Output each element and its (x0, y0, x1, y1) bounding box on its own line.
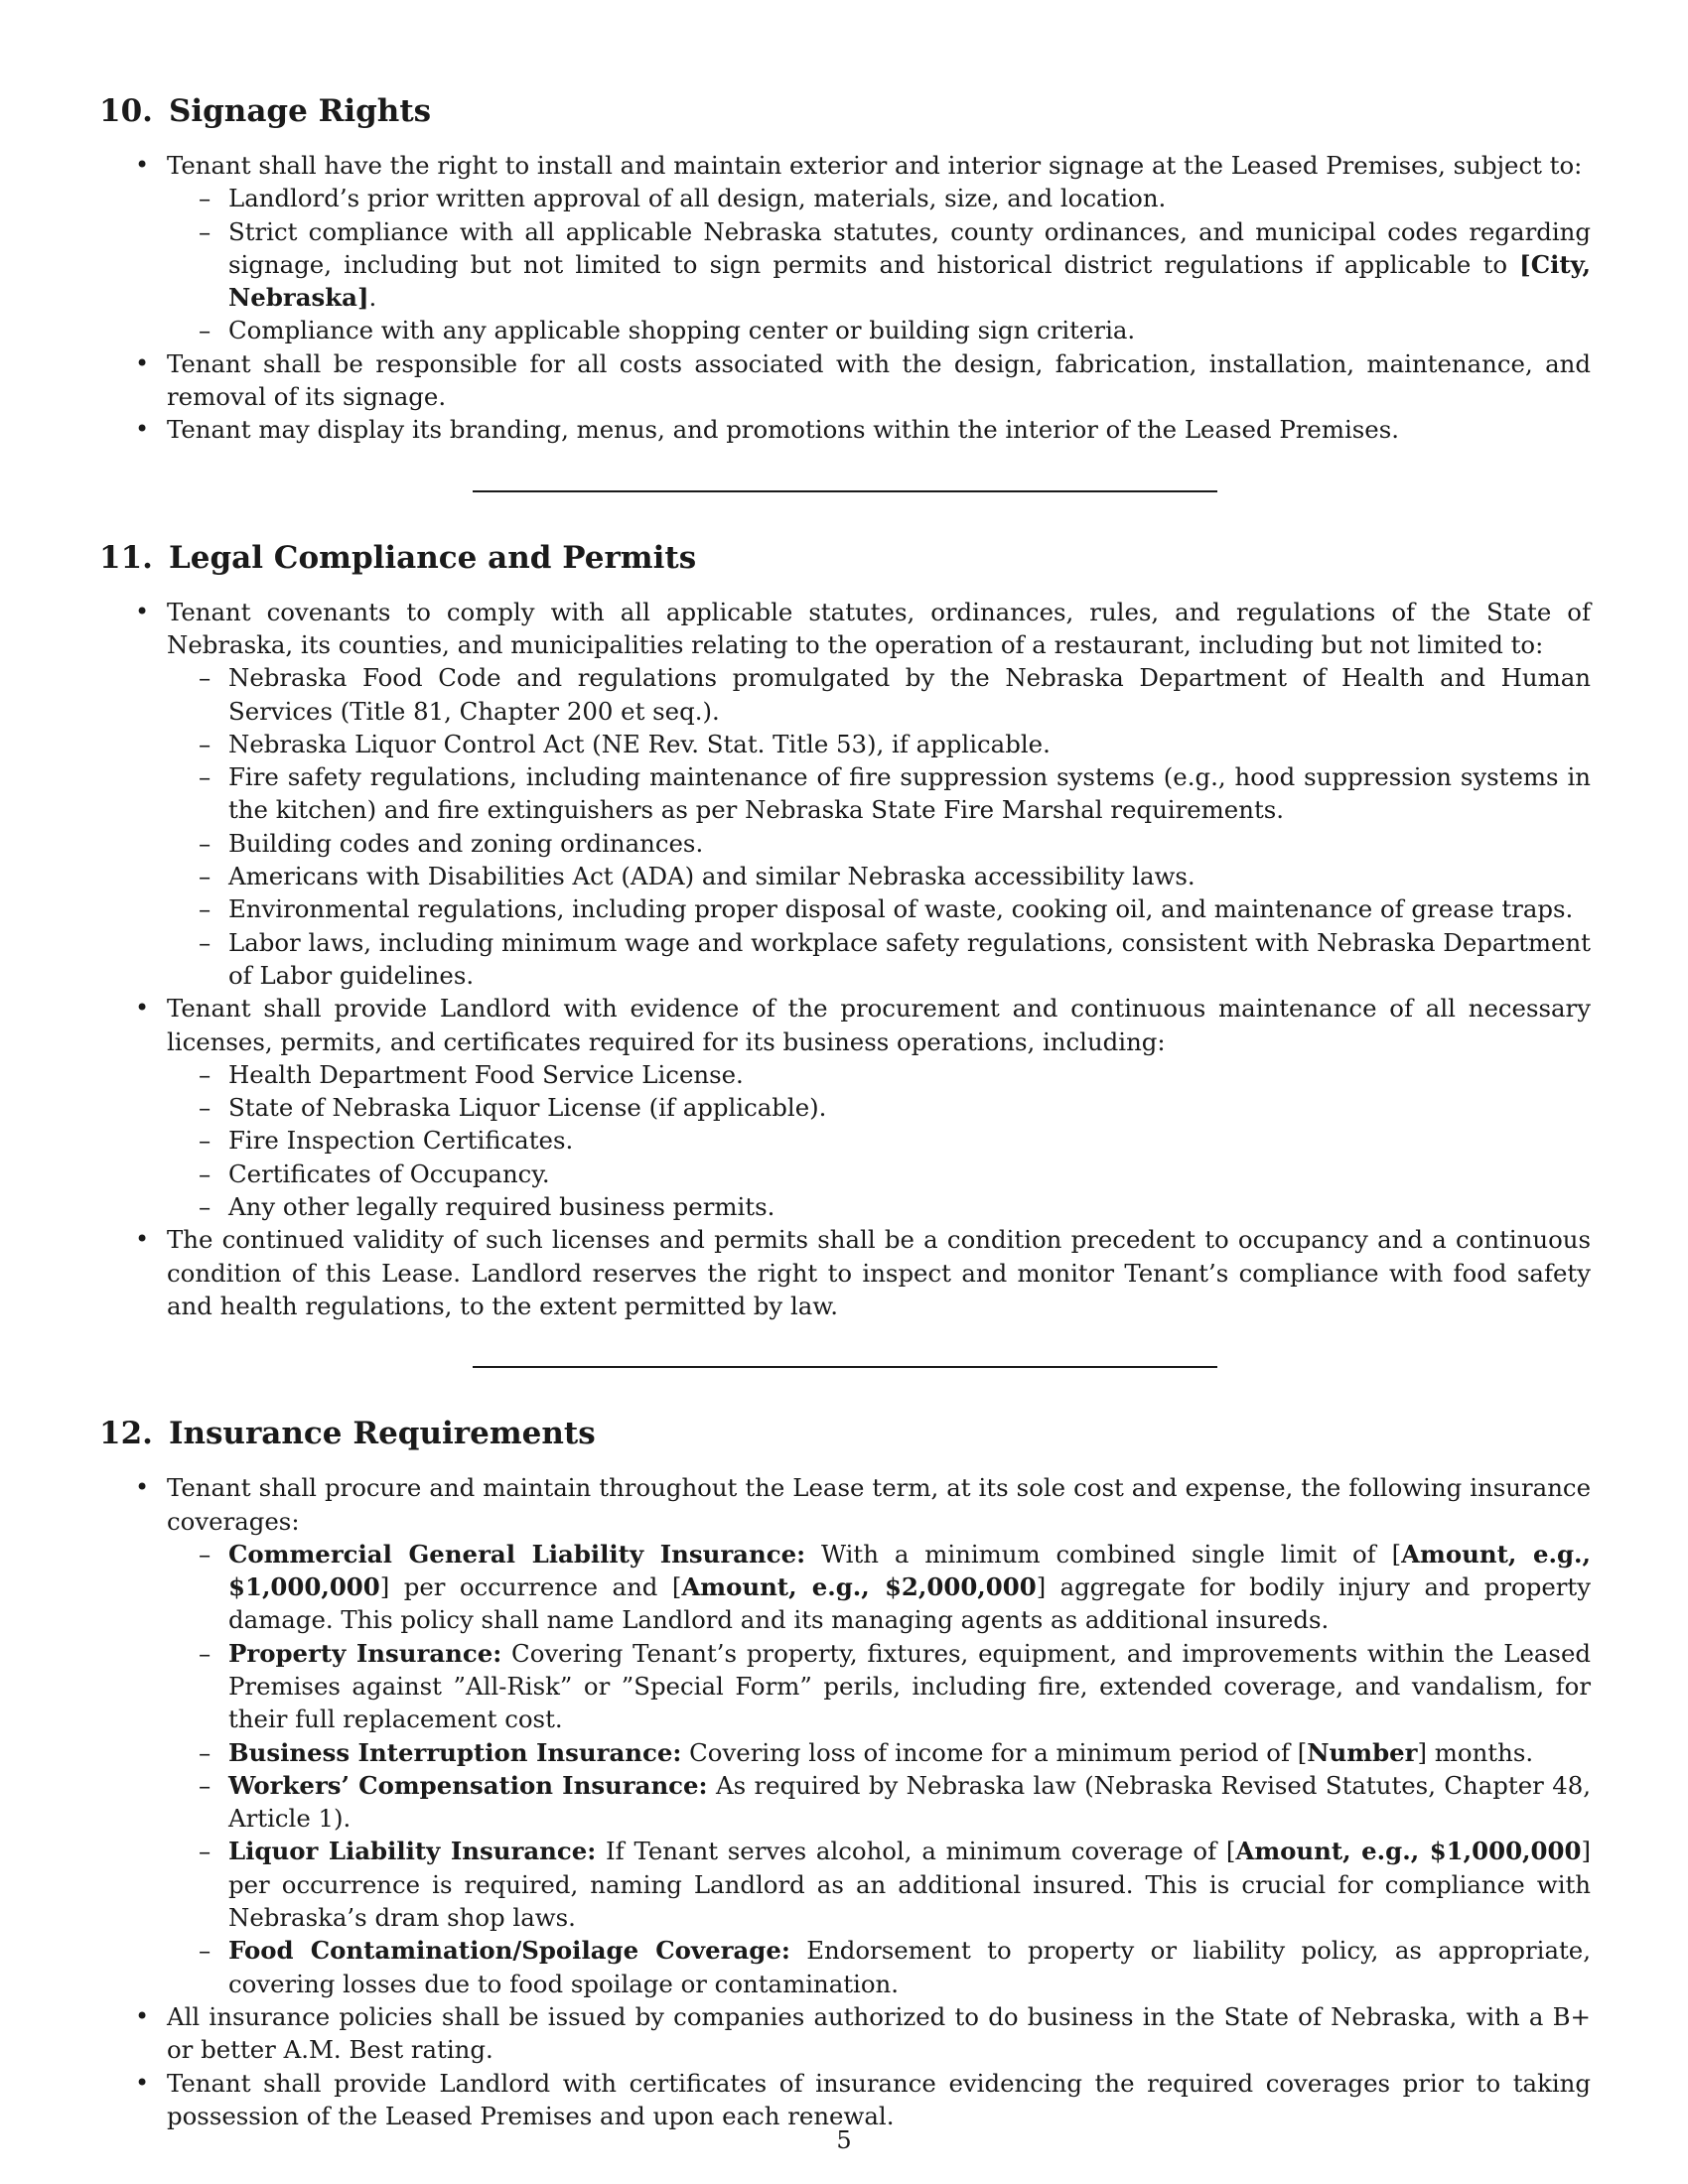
list-item: • All insurance policies shall be issued by companies authorized to do business in the State of Nebraska, with a B+ or better A.M. Best rating. (99, 2000, 1591, 2067)
text-run: ] per occurrence and [ (379, 1572, 682, 1602)
section-legal-compliance (99, 538, 1591, 1323)
list-item: • Tenant may display its branding, menus, and promotions within the interior of the Leased Premises. (99, 413, 1591, 446)
coverage-commercial-general-liability (167, 1538, 1591, 1637)
sub-list-item: – Health Department Food Service License. (167, 1058, 1591, 1091)
text-run: ] aggregate for bodily injury and property damage. This policy shall name Landlord and its managing agents as additional insureds. (228, 1572, 1592, 1635)
sub-list-item: – State of Nebraska Liquor License (if applicable). (167, 1091, 1591, 1124)
bullet-list (99, 149, 1591, 447)
list-item (99, 149, 1591, 347)
sub-list-item: – Compliance with any applicable shopping center or building sign criteria. (167, 314, 1591, 346)
sub-list-item: – Americans with Disabilities Act (ADA) and similar Nebraska accessibility laws. (167, 860, 1591, 892)
coverage-label: Business Interruption Insurance: (228, 1737, 682, 1767)
text-run: As required by Nebraska law (Nebraska Revised Statutes, Chapter 48, Article 1). (228, 1770, 1591, 1834)
section-signage-rights (99, 91, 1591, 447)
sub-list-item: – Environmental regulations, including proper disposal of waste, cooking oil, and maintenance of grease traps. (167, 892, 1591, 925)
coverage-workers-compensation (167, 1769, 1591, 1836)
coverage-label: Commercial General Liability Insurance: (228, 1539, 806, 1569)
bullet-list (99, 596, 1591, 1323)
paragraph: Tenant shall procure and maintain throughout the Lease term, at its sole cost and expense, the following insurance coverages: (167, 1473, 1591, 1536)
coverage-business-interruption (167, 1736, 1591, 1769)
sub-list-item: – Fire Inspection Certificates. (167, 1124, 1591, 1157)
sub-list-item: – Labor laws, including minimum wage and workplace safety regulations, consistent with Nebraska Department of Labor guidelines. (167, 926, 1591, 993)
placeholder-city: [City, Nebraska] (228, 249, 1591, 313)
text-run: Endorsement to property or liability policy, as appropriate, covering losses due to food spoilage or contamination. (228, 1936, 1591, 1998)
paragraph: Tenant shall have the right to install and maintain exterior and interior signage at the Leased Premises, subject to: (167, 151, 1583, 180)
bullet-list (99, 1471, 1591, 2132)
text-run: Covering Tenant’s property, fixtures, equipment, and improvements within the Leased Premises against ”All-Risk” or ”Special Form” perils, including fire, extended coverage, and vandalism, for their full replacement cost. (228, 1638, 1591, 1734)
sub-list-item: – Certificates of Occupancy. (167, 1158, 1591, 1190)
text-run: Strict compliance with all applicable Nebraska statutes, county ordinances, and municipal codes regarding signage, including but not limited to sign permits and historical district regulations if applicable to (228, 216, 1591, 279)
sub-list-item: – Building codes and zoning ordinances. (167, 827, 1591, 860)
section-insurance-requirements (99, 1414, 1591, 2132)
section-heading (99, 538, 1591, 578)
divider (99, 1366, 1591, 1368)
list-item: • Tenant shall provide Landlord with certificates of insurance evidencing the required coverages prior to taking possession of the Leased Premises and upon each renewal. (99, 2067, 1591, 2133)
list-item (99, 1471, 1591, 2000)
sub-list (167, 1538, 1591, 2000)
section-heading (99, 1414, 1591, 1453)
coverage-label: Food Contamination/Spoilage Coverage: (228, 1936, 790, 1966)
document-page (99, 91, 1591, 2132)
placeholder-amount: Amount, e.g., $2,000,000 (681, 1572, 1037, 1602)
sub-list-item: – Fire safety regulations, including maintenance of fire suppression systems (e.g., hood suppression systems in the kitchen) and fire extinguishers as per Nebraska State Fire Marshal requirements. (167, 760, 1591, 827)
section-title: Insurance Requirements (168, 1416, 596, 1452)
sub-list-item (167, 215, 1591, 315)
sub-list-item: – Nebraska Liquor Control Act (NE Rev. Stat. Title 53), if applicable. (167, 728, 1591, 760)
sub-list-item: – Nebraska Food Code and regulations promulgated by the Nebraska Department of Health and Human Services (Title 81, Chapter 200 et seq.). (167, 661, 1591, 728)
placeholder-amount: Amount, e.g., $1,000,000 (228, 1539, 1591, 1602)
sub-list-item: – Landlord’s prior written approval of all design, materials, size, and location. (167, 182, 1591, 214)
placeholder-amount: Amount, e.g., $1,000,000 (1235, 1837, 1582, 1866)
sub-list (167, 661, 1591, 992)
section-number: 10. (99, 93, 153, 129)
list-item: • Tenant shall be responsible for all costs associated with the design, fabrication, installation, maintenance, and removal of its signage. (99, 347, 1591, 414)
list-item (99, 596, 1591, 993)
section-title: Legal Compliance and Permits (168, 539, 697, 576)
coverage-liquor-liability (167, 1835, 1591, 1934)
sub-list-item: – Any other legally required business permits. (167, 1190, 1591, 1223)
text-run: ] months. (1417, 1737, 1534, 1767)
paragraph: Tenant covenants to comply with all applicable statutes, ordinances, rules, and regulations of the State of Nebraska, its counties, and municipalities relating to the operation of a restaurant, including but not limited to: (167, 597, 1591, 659)
coverage-food-contamination (167, 1934, 1591, 2000)
coverage-property (167, 1637, 1591, 1736)
page-number: 5 (836, 2126, 852, 2154)
section-number: 12. (99, 1416, 153, 1452)
section-heading (99, 91, 1591, 131)
section-number: 11. (99, 539, 153, 576)
text-run: If Tenant serves alcohol, a minimum coverage of [ (596, 1837, 1236, 1866)
sub-list (167, 1058, 1591, 1223)
text-run: ] per occurrence is required, naming Landlord as an additional insured. This is crucial for compliance with Nebraska’s dram shop laws. (228, 1837, 1591, 1933)
coverage-label: Workers’ Compensation Insurance: (228, 1770, 708, 1800)
list-item: • The continued validity of such licenses and permits shall be a condition precedent to occupancy and a continuous condition of this Lease. Landlord reserves the right to inspect and monitor Tenant’s compliance with food safety and health regulations, to the extent permitted by law. (99, 1223, 1591, 1322)
list-item (99, 992, 1591, 1223)
paragraph: Tenant shall provide Landlord with evidence of the procurement and continuous maintenance of all necessary licenses, permits, and certificates required for its business operations, including: (167, 994, 1591, 1056)
placeholder-number: Number (1307, 1737, 1418, 1767)
text-run: With a minimum combined single limit of [ (805, 1539, 1402, 1569)
text-run: . (368, 283, 377, 313)
divider (99, 490, 1591, 492)
text-run: Covering loss of income for a minimum period of [ (681, 1737, 1308, 1767)
sub-list (167, 182, 1591, 346)
section-title: Signage Rights (168, 93, 432, 129)
coverage-label: Property Insurance: (228, 1638, 502, 1668)
coverage-label: Liquor Liability Insurance: (228, 1837, 597, 1866)
